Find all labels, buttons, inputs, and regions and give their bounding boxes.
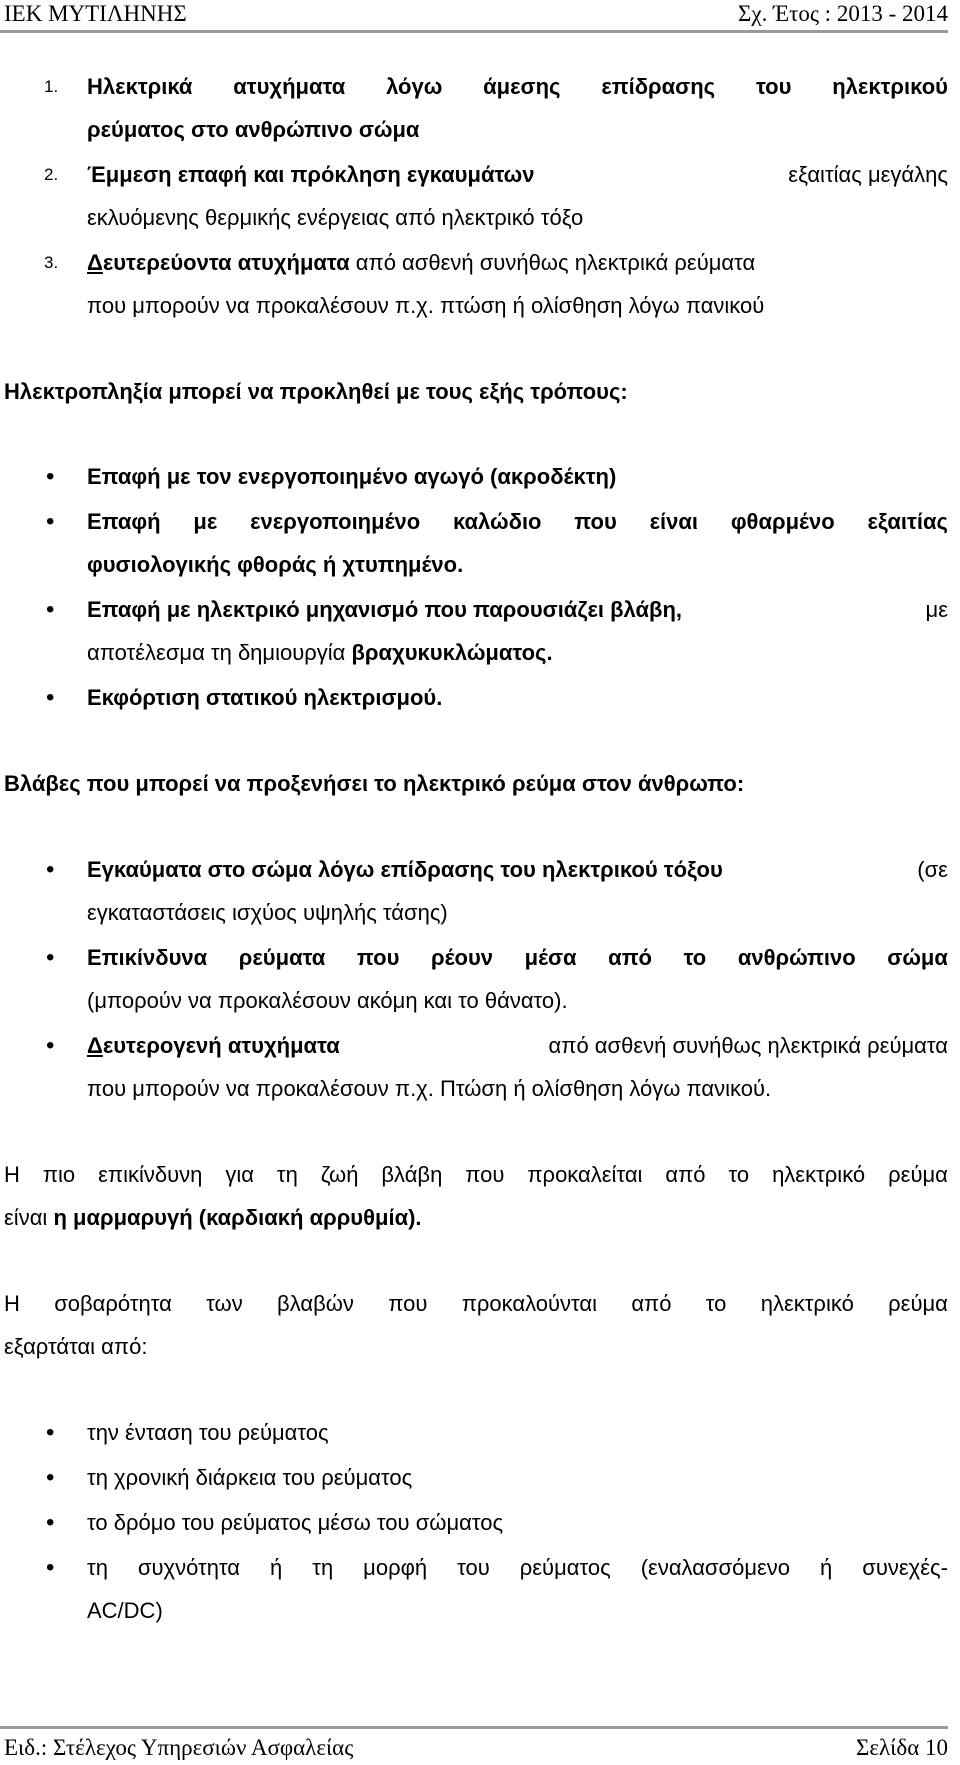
word: (εναλασσόμενο xyxy=(640,1555,791,1580)
list-item: την ένταση του ρεύματος xyxy=(87,1420,329,1445)
bullet-icon: • xyxy=(46,508,55,535)
word: εξαιτίας xyxy=(867,509,948,534)
list-item xyxy=(87,1553,948,1583)
list-item-continuation: αποτέλεσμα τη δημιουργία βραχυκυκλώματος. xyxy=(87,640,553,665)
word: βλαβών xyxy=(277,1291,354,1316)
word: βλάβη xyxy=(381,1162,443,1187)
word: του xyxy=(755,74,792,99)
bullet-icon: • xyxy=(46,1419,55,1446)
word: είναι xyxy=(649,509,699,534)
page-number: Σελίδα 10 xyxy=(855,1735,948,1760)
section-heading-shock: Ηλεκτροπληξία μπορεί να προκληθεί με τους εξής τρόπους: xyxy=(4,379,628,404)
bullet-icon: • xyxy=(46,1509,55,1536)
word: μορφή xyxy=(363,1555,428,1580)
word: ζωή xyxy=(320,1162,359,1187)
list-item: τη χρονική διάρκεια του ρεύματος xyxy=(87,1465,413,1490)
list-item: Εκφόρτιση στατικού ηλεκτρισμού. xyxy=(87,685,443,710)
word: του xyxy=(457,1555,490,1580)
word: Η xyxy=(4,1162,20,1187)
word: ή xyxy=(270,1555,283,1580)
word: συνεχές- xyxy=(862,1555,948,1580)
word: τη xyxy=(276,1162,298,1187)
word: ρέουν xyxy=(431,945,494,970)
list-number: 2. xyxy=(44,165,59,184)
word: που xyxy=(465,1162,505,1187)
word: ρεύμα xyxy=(888,1162,948,1187)
word: Επαφή xyxy=(87,509,161,534)
list-number: 3. xyxy=(44,253,59,272)
word: ενεργοποιημένο xyxy=(250,509,421,534)
page-footer xyxy=(0,1726,948,1765)
list-item-1-line2: ρεύματος στο ανθρώπινο σώμα xyxy=(87,117,420,142)
word: που xyxy=(574,509,617,534)
word: Η xyxy=(4,1291,20,1316)
list-item-continuation: που μπορούν να προκαλέσουν π.χ. Πτώση ή ολίσθηση λόγω πανικού. xyxy=(87,1076,772,1101)
word: σοβαρότητα xyxy=(54,1291,172,1316)
list-item-continuation: εγκαταστάσεις ισχύος υψηλής τάσης) xyxy=(87,900,448,925)
header-school: ΙΕΚ ΜΥΤΙΛΗΝΗΣ xyxy=(4,1,187,26)
word: από xyxy=(631,1291,672,1316)
header-school-year: Σχ. Έτος : 2013 - 2014 xyxy=(738,1,948,26)
word: ρεύμα xyxy=(888,1291,948,1316)
word: μέσα xyxy=(524,945,577,970)
word: των xyxy=(206,1291,243,1316)
word: από xyxy=(608,945,652,970)
paragraph-severity xyxy=(4,1289,948,1319)
word: ανθρώπινο xyxy=(737,945,856,970)
word: προκαλούνται xyxy=(461,1291,597,1316)
word: συχνότητα xyxy=(137,1555,241,1580)
word: το xyxy=(705,1291,727,1316)
list-item-continuation: φυσιολογικής φθοράς ή χτυπημένο. xyxy=(87,552,464,577)
word: πιο xyxy=(42,1162,76,1187)
bullet-icon: • xyxy=(46,856,55,883)
footer-specialty: Ειδ.: Στέλεχος Υπηρεσιών Ασφαλείας xyxy=(4,1735,354,1760)
list-item-3-line2: που μπορούν να προκαλέσουν π.χ. πτώση ή ολίσθηση λόγω πανικού xyxy=(87,293,765,318)
word: ηλεκτρικό xyxy=(772,1162,866,1187)
word: που xyxy=(388,1291,428,1316)
list-item: Επαφή με τον ενεργοποιημένο αγωγό (ακροδέκτη) xyxy=(87,464,617,489)
word: επικίνδυνη xyxy=(98,1162,203,1187)
word: από xyxy=(665,1162,706,1187)
word: τη xyxy=(312,1555,334,1580)
paragraph-most-dangerous-line2: είναι η μαρμαρυγή (καρδιακή αρρυθμία). xyxy=(4,1205,422,1230)
list-item-continuation: (μπορούν να προκαλέσουν ακόμη και το θάνατο). xyxy=(87,988,568,1013)
list-item-2-line2: εκλυόμενης θερμικής ενέργειας από ηλεκτρικό τόξο xyxy=(87,205,584,230)
word: ρεύματος xyxy=(519,1555,611,1580)
list-item: Επαφή με ηλεκτρικό μηχανισμό που παρουσιάζει βλάβη, με xyxy=(87,597,948,622)
bullet-icon: • xyxy=(46,463,55,490)
word: ηλεκτρικό xyxy=(760,1291,854,1316)
list-item-1-line1 xyxy=(87,72,948,102)
word: καλώδιο xyxy=(452,509,542,534)
paragraph-severity-line2: εξαρτάται από: xyxy=(4,1334,148,1359)
word: σώμα xyxy=(887,945,948,970)
word: ηλεκτρικού xyxy=(832,74,948,99)
paragraph-most-dangerous xyxy=(4,1160,948,1190)
bullet-icon: • xyxy=(46,684,55,711)
list-item-continuation: AC/DC) xyxy=(87,1598,163,1623)
word: άμεσης xyxy=(483,74,561,99)
word: με xyxy=(193,509,218,534)
word: τη xyxy=(87,1555,108,1580)
list-item: Εγκαύματα στο σώμα λόγω επίδρασης του ηλεκτρικού τόξου (σε xyxy=(87,857,948,882)
section-heading-damage: Βλάβες που μπορεί να προξενήσει το ηλεκτρικό ρεύμα στον άνθρωπο: xyxy=(4,771,745,796)
word: προκαλείται xyxy=(527,1162,643,1187)
word: Ηλεκτρικά xyxy=(87,74,193,99)
list-item-3-line1: Δευτερεύοντα ατυχήματα από ασθενή συνήθως ηλεκτρικά ρεύματα xyxy=(87,250,756,275)
word: για xyxy=(225,1162,254,1187)
list-item xyxy=(87,943,948,973)
bullet-icon: • xyxy=(46,1554,55,1581)
bullet-icon: • xyxy=(46,1464,55,1491)
word: το xyxy=(728,1162,750,1187)
word: ατυχήματα xyxy=(233,74,346,99)
list-item-2-line1: Έμμεση επαφή και πρόκληση εγκαυμάτων εξαιτίας μεγάλης xyxy=(87,162,948,187)
word: ή xyxy=(820,1555,833,1580)
page-header xyxy=(0,0,948,33)
word: το xyxy=(683,945,707,970)
list-number: 1. xyxy=(44,77,59,96)
bullet-icon: • xyxy=(46,596,55,623)
list-item: Δευτερογενή ατυχήματα από ασθενή συνήθως ηλεκτρικά ρεύματα xyxy=(87,1033,948,1058)
bullet-icon: • xyxy=(46,1032,55,1059)
word: που xyxy=(356,945,400,970)
word: επίδρασης xyxy=(601,74,716,99)
bullet-icon: • xyxy=(46,944,55,971)
word: ρεύματα xyxy=(238,945,326,970)
list-item xyxy=(87,507,948,537)
word: Επικίνδυνα xyxy=(87,945,208,970)
list-item: το δρόμο του ρεύματος μέσω του σώματος xyxy=(87,1510,504,1535)
word: φθαρμένο xyxy=(730,509,835,534)
word: λόγω xyxy=(386,74,443,99)
